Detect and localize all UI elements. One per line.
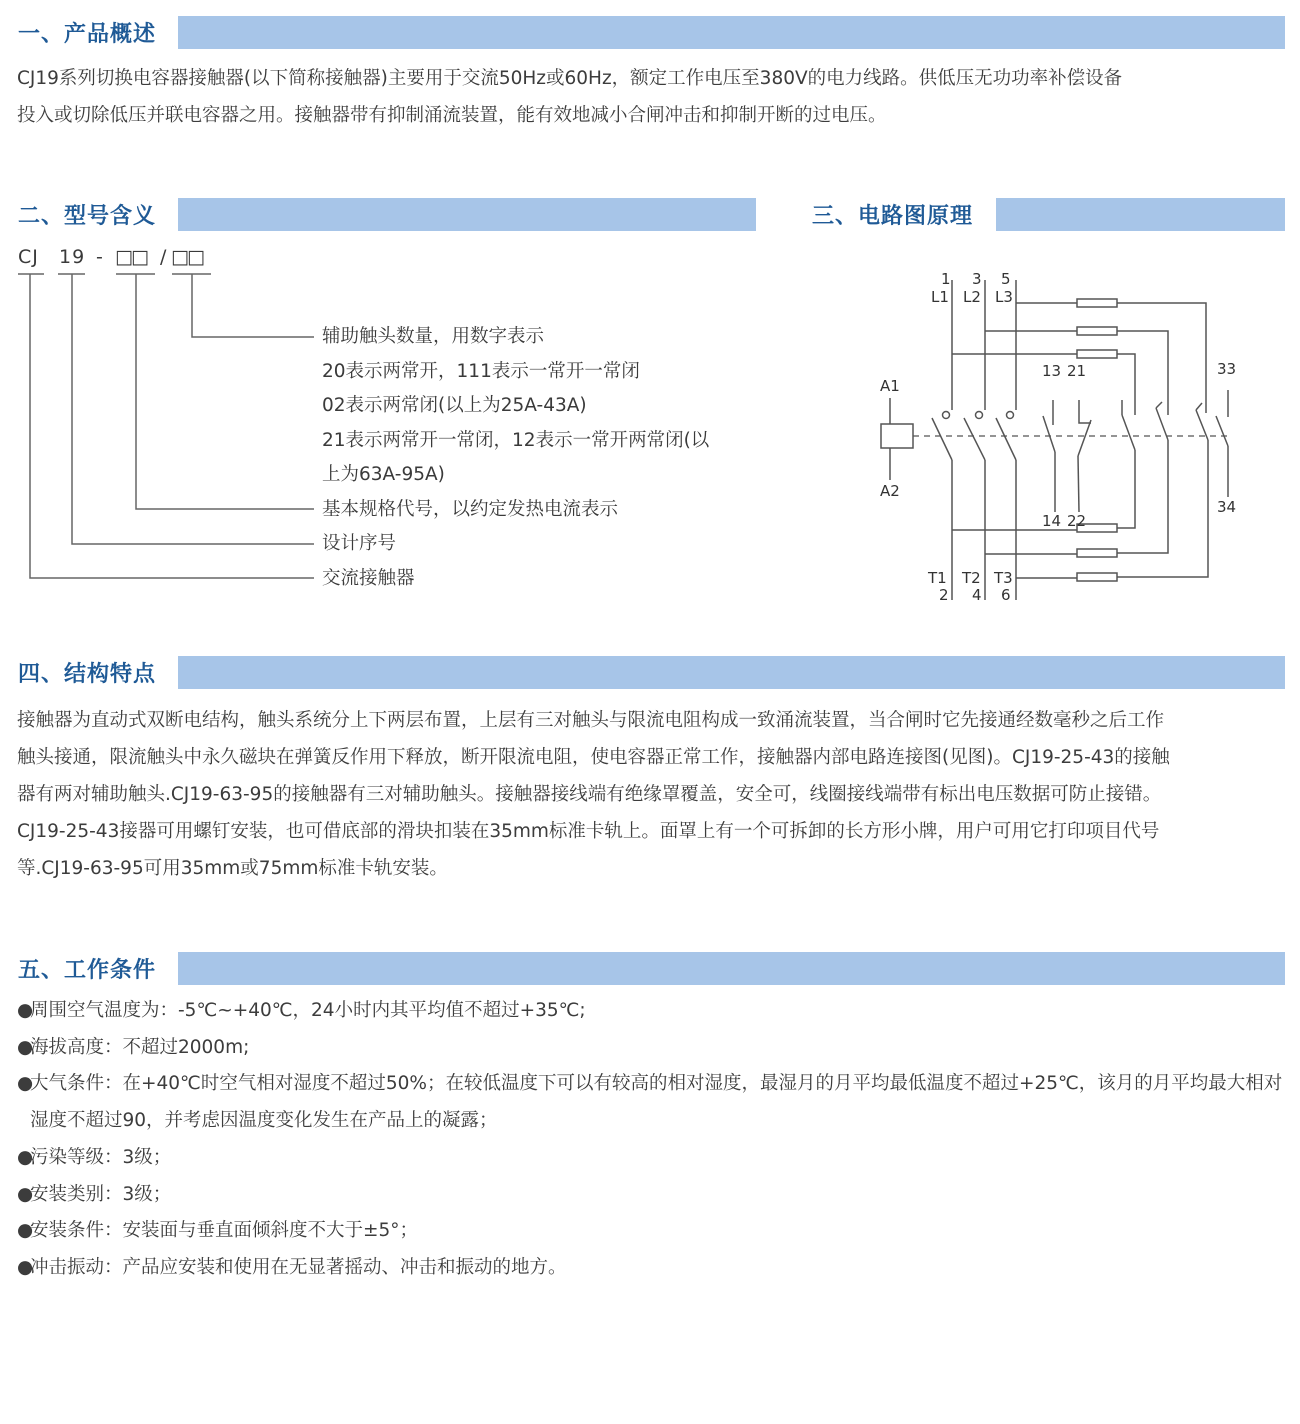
label-a1: A1 xyxy=(880,377,900,395)
model-code-connector-lines xyxy=(0,0,340,600)
label-l3: L3 xyxy=(995,288,1013,306)
label-14: 14 xyxy=(1042,512,1062,530)
label-3: 3 xyxy=(972,270,982,288)
list-item-text: 周围空气温度为：-5℃~+40℃，24小时内其平均值不超过+35℃; xyxy=(30,1000,586,1021)
wire-r1-top-right xyxy=(1117,354,1135,415)
list-item-text: 污染等级：3级； xyxy=(30,1146,172,1168)
label-6: 6 xyxy=(1001,586,1011,604)
label-4: 4 xyxy=(972,586,982,604)
label-t2: T2 xyxy=(962,569,981,587)
label-a2: A2 xyxy=(880,482,900,500)
contact-dot-1 xyxy=(943,412,950,419)
limit-contact-1-blade xyxy=(1122,415,1135,450)
code-part-cj: CJ xyxy=(18,246,39,268)
bullet-icon: ● xyxy=(17,1220,34,1242)
section-header-conditions xyxy=(0,952,1285,985)
section-bar xyxy=(178,656,1285,689)
bullet-icon: ● xyxy=(17,1000,34,1021)
list-item xyxy=(17,1177,1285,1214)
desc-line: 20表示两常开，111表示一常开一常闭 xyxy=(322,360,640,382)
contact-dot-3 xyxy=(1007,412,1014,419)
resistor-bottom-3 xyxy=(1077,573,1117,581)
aux-22-bottom xyxy=(1078,456,1079,512)
label-33: 33 xyxy=(1217,360,1237,378)
resistor-bottom-2 xyxy=(1077,549,1117,557)
desc-line: 21表示两常开一常闭，12表示一常开两常闭(以 xyxy=(322,429,710,451)
bullet-icon: ● xyxy=(17,1146,34,1168)
label-13: 13 xyxy=(1042,362,1062,380)
label-22: 22 xyxy=(1067,512,1087,530)
bullet-icon: ● xyxy=(17,1183,34,1205)
section-title: 五、工作条件 xyxy=(18,958,157,983)
connector-rating xyxy=(136,274,314,509)
limit-contact-2-blade xyxy=(1156,408,1168,440)
resistor-top-1 xyxy=(1077,299,1117,307)
label-t3: T3 xyxy=(994,569,1013,587)
label-34: 34 xyxy=(1217,498,1237,516)
section-header-circuit xyxy=(794,198,1285,231)
list-item xyxy=(17,1250,1285,1287)
desc-line: 辅助触头数量，用数字表示 xyxy=(322,326,545,347)
connector-aux xyxy=(192,274,314,337)
list-item xyxy=(17,993,1285,1030)
list-item-text: 安装类别：3级； xyxy=(30,1183,172,1205)
wire-r3-top-right xyxy=(1117,303,1206,413)
coil xyxy=(881,424,913,448)
structure-text xyxy=(17,702,1285,887)
list-item xyxy=(17,1213,1285,1250)
desc-line: 02表示两常闭(以上为25A-43A) xyxy=(322,395,587,416)
label-l2: L2 xyxy=(963,288,981,306)
aux-21-blade xyxy=(1078,420,1091,456)
label-21: 21 xyxy=(1067,362,1087,380)
bullet-icon: ● xyxy=(17,1036,34,1058)
code-part-dash: - xyxy=(96,246,104,268)
aux-33-blade xyxy=(1216,416,1228,446)
list-item-text: 冲击振动：产品应安装和使用在无显著摇动、冲击和振动的地方。 xyxy=(30,1256,567,1278)
list-item xyxy=(17,1030,1285,1067)
label-l1: L1 xyxy=(931,288,949,306)
code-part-19: 19 xyxy=(59,246,86,268)
label-1: 1 xyxy=(941,270,951,288)
paragraph-line: 器有两对辅助触头.CJ19-63-95的接触器有三对辅助触头。接触器接线端有绝缘罩覆盖，安全可，线圈接线端带有标出电压数据可防止接错。 xyxy=(17,784,1162,805)
bullet-icon: ● xyxy=(17,1256,34,1278)
paragraph-line: 触头接通，限流触头中永久磁块在弹簧反作用下释放，断开限流电阻，使电容器正常工作，接触器内部电路连接图(见图)。CJ19-25-43的接触 xyxy=(17,747,1170,768)
list-item xyxy=(17,1066,1285,1139)
section-bar xyxy=(996,198,1285,231)
wire-r2-top-right xyxy=(1117,331,1168,415)
section-bar xyxy=(178,952,1285,985)
limit-contact-2-stub xyxy=(1156,402,1162,408)
list-item-text: 安装条件：安装面与垂直面倾斜度不大于±5°； xyxy=(30,1220,419,1242)
paragraph-line: 接触器为直动式双断电结构，触头系统分上下两层布置，上层有三对触头与限流电阻构成一致涌流装置，当合闸时它先接通经数毫秒之后工作 xyxy=(17,710,1165,731)
resistor-top-3 xyxy=(1077,350,1117,358)
section-title: 二、型号含义 xyxy=(18,204,157,229)
aux-21-top xyxy=(1079,400,1091,423)
resistor-top-2 xyxy=(1077,327,1117,335)
contact-dot-2 xyxy=(976,412,983,419)
section-title: 三、电路图原理 xyxy=(812,204,974,229)
desc-line: 基本规格代号，以约定发热电流表示 xyxy=(322,498,619,520)
label-2: 2 xyxy=(939,586,949,604)
paragraph-line: CJ19系列切换电容器接触器(以下简称接触器)主要用于交流50Hz或60Hz，额定工作电压至380V的电力线路。供低压无功功率补偿设备 xyxy=(17,68,1123,89)
main-contact-2 xyxy=(964,418,985,460)
bullet-icon: ● xyxy=(17,1073,34,1095)
model-desc-aux xyxy=(322,320,709,596)
section-title: 四、结构特点 xyxy=(18,662,157,687)
label-t1: T1 xyxy=(928,569,947,587)
label-5: 5 xyxy=(1001,270,1011,288)
main-contact-3 xyxy=(996,418,1016,460)
main-contact-1 xyxy=(932,418,952,460)
limit-contact-3-stub xyxy=(1196,403,1202,410)
section-header-structure xyxy=(0,656,1285,689)
connector-19 xyxy=(72,274,314,544)
code-part-slash: / xyxy=(160,246,168,268)
wire-limit-1-bottom xyxy=(1117,450,1135,528)
conditions-list xyxy=(17,993,1285,1287)
desc-line: 设计序号 xyxy=(322,533,397,554)
section-bar xyxy=(178,16,1285,49)
code-part-aux: □□ xyxy=(171,246,203,268)
section-title: 一、产品概述 xyxy=(18,22,157,47)
desc-line: 交流接触器 xyxy=(322,567,415,589)
list-item xyxy=(17,1140,1285,1177)
paragraph-line: CJ19-25-43接器可用螺钉安装，也可借底部的滑块扣装在35mm标准卡轨上。面罩上有一个可拆卸的长方形小牌，用户可用它打印项目代号 xyxy=(17,821,1160,842)
list-item-text: 大气条件：在+40℃时空气相对湿度不超过50%；在较低温度下可以有较高的相对湿度，最湿月的月平均最低温度不超过+25℃，该月的月平均最大相对湿度不超过90，并考虑因温度变化发生在产品上的凝露； xyxy=(30,1073,1283,1132)
circuit-diagram xyxy=(860,260,1260,610)
desc-line: 上为63A-95A) xyxy=(322,464,445,485)
list-item-text: 海拔高度：不超过2000m; xyxy=(30,1036,250,1058)
code-part-rating: □□ xyxy=(115,246,147,268)
paragraph-line: 等.CJ19-63-95可用35mm或75mm标准卡轨安装。 xyxy=(17,858,448,879)
wire-limit-3-bottom xyxy=(1117,440,1208,577)
wire-limit-2-bottom xyxy=(1117,440,1168,553)
paragraph-line: 投入或切除低压并联电容器之用。接触器带有抑制涌流装置，能有效地减小合闸冲击和抑制开断的过电压。 xyxy=(17,105,887,126)
